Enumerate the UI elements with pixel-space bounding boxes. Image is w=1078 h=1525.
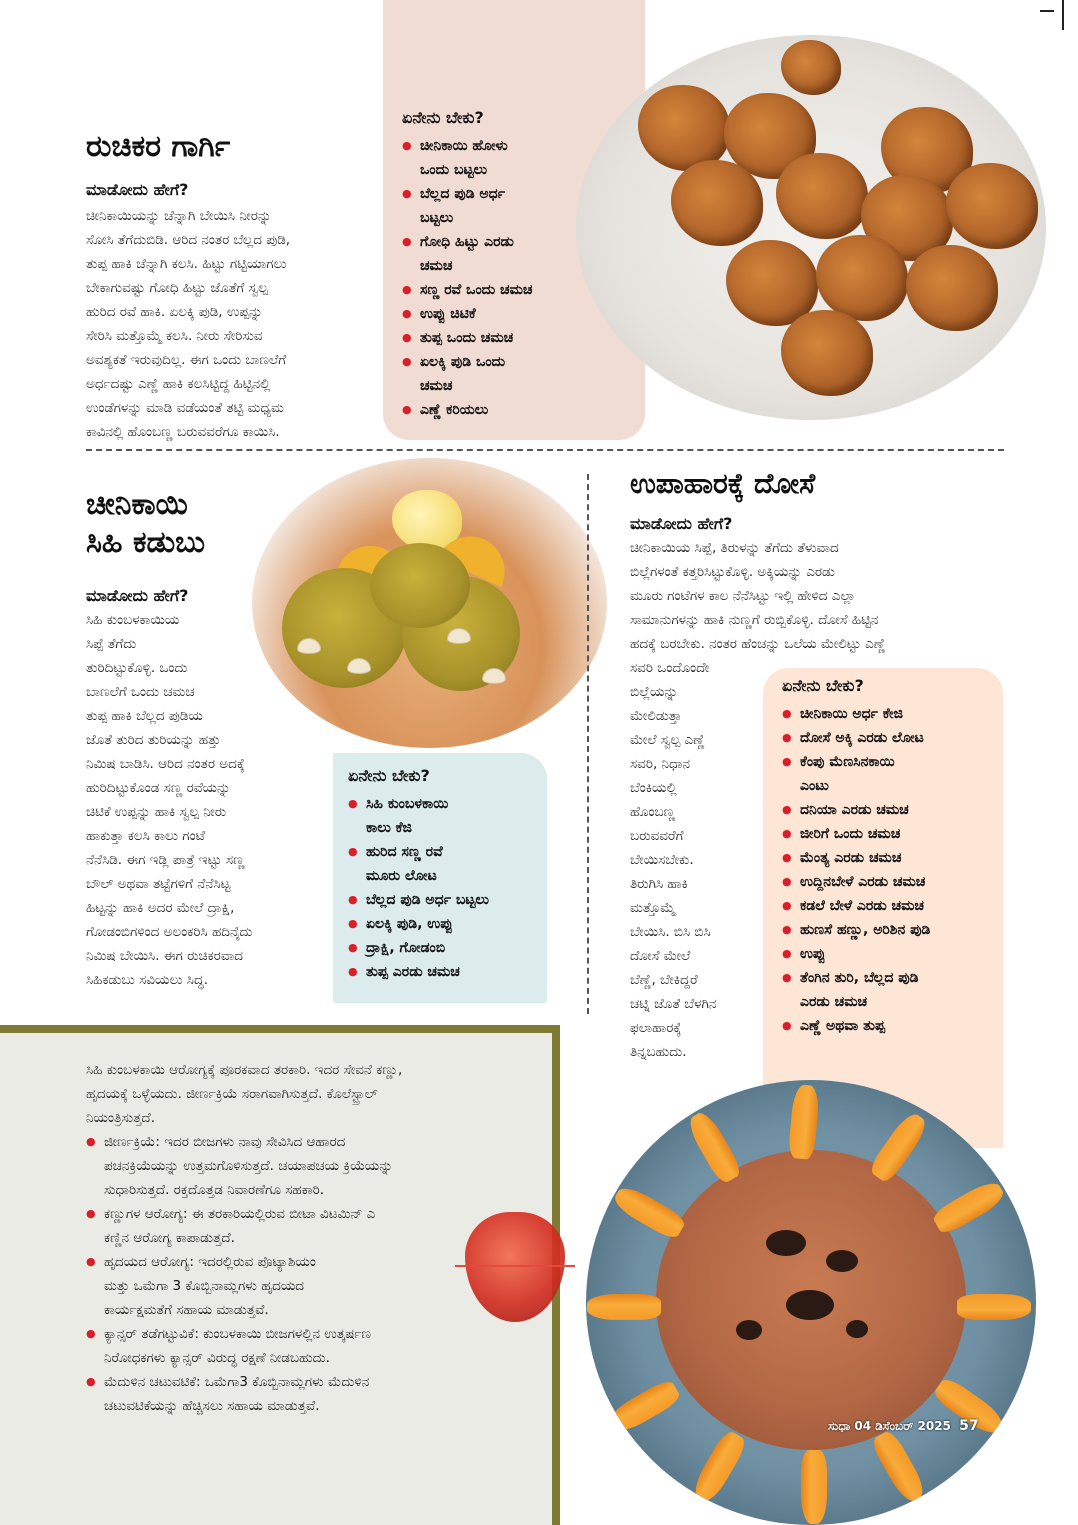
method-heading-garge: ಮಾಡೋದು ಹೇಗೆ? <box>86 180 189 199</box>
list-item: ● ದನಿಯಾ ಎರಡು ಚಮಚ <box>782 798 997 822</box>
ingredients-box-kadubu <box>348 766 543 984</box>
ingredients-box-dosa <box>782 676 997 1038</box>
method-text-garge: ಚೀನಿಕಾಯಿಯನ್ನು ಚೆನ್ನಾಗಿ ಬೇಯಿಸಿ ನೀರನ್ನು ಸೋಸಿ ತೆಗೆದುಬಿಡಿ. ಆರಿದ ನಂತರ ಬೆಲ್ಲದ ಪುಡಿ, ತುಪ್ಪ ಹಾಕಿ ಚೆನ್ನಾಗಿ ಕಲಸಿ. ಹಿಟ್ಟು ಗಟ್ಟಿಯಾಗಲು ಬೇಕಾಗುವಷ್ಟು ಗೋಧಿ ಹಿಟ್ಟು ಜೊತೆಗೆ ಸ್ವಲ್ಪ ಹುರಿದ ರವೆ ಹಾಕಿ. ಏಲಕ್ಕಿ ಪುಡಿ, ಉಪ್ಪನ್ನು ಸೇರಿಸಿ ಮತ್ತೊಮ್ಮೆ ಕಲಸಿ. ನೀರು ಸೇರಿಸುವ ಅವಶ್ಯಕತೆ ಇರುವುದಿಲ್ಲ. ಈಗ ಒಂದು ಬಾಣಲೆಗೆ ಅರ್ಧದಷ್ಟು ಎಣ್ಣೆ ಹಾಕಿ ಕಲಸಿಟ್ಟಿದ್ದ ಹಿಟ್ಟಿನಲ್ಲಿ ಉಂಡೆಗಳನ್ನು ಮಾಡಿ ವಡೆಯಂತೆ ತಟ್ಟಿ ಮಧ್ಯಮ ಕಾವಿನಲ್ಲಿ ಹೊಂಬಣ್ಣ ಬರುವವರೆಗೂ ಕಾಯಿಸಿ. <box>86 208 290 440</box>
fritter <box>671 160 763 246</box>
pumpkin-slice <box>957 1294 1031 1320</box>
pumpkin-slice <box>610 1182 687 1242</box>
kadubu-photo <box>252 458 607 748</box>
list-item: ● ಸಣ್ಣ ರವೆ ಒಂದು ಚಮಚ <box>402 278 632 302</box>
cashew <box>347 658 371 674</box>
burnt-spot <box>786 1290 834 1320</box>
pumpkin-slice <box>689 1428 749 1505</box>
page-number: 57 <box>959 1418 979 1434</box>
recipe-title-kadubu <box>86 486 205 561</box>
pumpkin-slice <box>587 1294 661 1320</box>
pumpkin-slice <box>801 1450 827 1524</box>
method-text-dosa: ಚೀನಿಕಾಯಿಯ ಸಿಪ್ಪೆ, ತಿರುಳನ್ನು ತೆಗೆದು ತೆಳುವಾದ ಬಿಲ್ಲೆಗಳಂತೆ ಕತ್ತರಿಸಿಟ್ಟುಕೊಳ್ಳಿ. ಅಕ್ಕಿಯನ್ನು ಎರಡು ಮೂರು ಗಂಟೆಗಳ ಕಾಲ ನೆನೆಸಿಟ್ಟು ಇಲ್ಲಿ ಹೇಳಿದ ಎಲ್ಲಾ ಸಾಮಾನುಗಳನ್ನು ಹಾಕಿ ನುಣ್ಣಗೆ ರುಬ್ಬಿಕೊಳ್ಳಿ. ದೋಸೆ ಹಿಟ್ಟಿನ ಹದಕ್ಕೆ ಬರಬೇಕು. ನಂತರ ಹೆಂಚನ್ನು ಒಲೆಯ ಮೇಲಿಟ್ಟು ಎಣ್ಣೆ <box>630 540 886 652</box>
list-item: ● ಬೆಲ್ಲದ ಪುಡಿ ಅರ್ಧ ಬಟ್ಟಲು <box>402 182 632 230</box>
list-item: ● ದ್ರಾಕ್ಷಿ, ಗೋಡಂಬಿ <box>348 936 543 960</box>
list-item: ● ಜೀರಿಗೆ ಒಂದು ಚಮಚ <box>782 822 997 846</box>
list-item: ● ಜೀರ್ಣಕ್ರಿಯೆ: ಇದರ ಬೀಜಗಳು ನಾವು ಸೇವಿಸಿದ ಆಹಾರದ ಪಚನಕ್ರಿಯೆಯನ್ನು ಉತ್ತಮಗೊಳಿಸುತ್ತದೆ. ಚಯಾಪಚಯ ಕ್ರಿಯೆಯನ್ನು ಸುಧಾರಿಸುತ್ತದೆ. ರಕ್ತದೊತ್ತಡ ನಿವಾರಣೆಗೂ ಸಹಕಾರಿ. <box>86 1130 546 1202</box>
list-item: ● ದೋಸೆ ಅಕ್ಕಿ ಎರಡು ಲೋಟ <box>782 726 997 750</box>
pumpkin-slice <box>930 1177 1007 1237</box>
fritter <box>906 245 998 331</box>
burnt-spot <box>736 1320 762 1340</box>
recipe-title-line: ಚೀನಿಕಾಯಿ <box>86 487 188 522</box>
cashew <box>297 638 321 654</box>
issue-date: ಸುಧಾ 04 ಡಿಸೆಂಬರ್ 2025 <box>828 1419 951 1433</box>
pumpkin-slice <box>684 1108 744 1185</box>
list-item: ● ತುಪ್ಪ ಒಂದು ಚಮಚ <box>402 326 632 350</box>
method-text-kadubu: ಸಿಹಿ ಕುಂಬಳಕಾಯಿಯ ಸಿಪ್ಪೆ ತೆಗೆದು ತುರಿದಿಟ್ಟುಕೊಳ್ಳಿ. ಒಂದು ಬಾಣಲೆಗೆ ಒಂದು ಚಮಚ ತುಪ್ಪ ಹಾಕಿ ಬೆಲ್ಲದ ಪುಡಿಯ ಜೊತೆ ತುರಿದ ತುರಿಯನ್ನು ಹತ್ತು ನಿಮಿಷ ಬಾಡಿಸಿ. ಆರಿದ ನಂತರ ಅದಕ್ಕೆ ಹುರಿದಿಟ್ಟುಕೊಂಡ ಸಣ್ಣ ರವೆಯನ್ನು ಚಿಟಿಕೆ ಉಪ್ಪನ್ನು ಹಾಕಿ ಸ್ವಲ್ಪ ನೀರು ಹಾಕುತ್ತಾ ಕಲಸಿ ಕಾಲು ಗಂಟೆ ನೆನೆಸಿಡಿ. ಈಗ ಇಡ್ಲಿ ಪಾತ್ರೆ ಇಟ್ಟು ಸಣ್ಣ ಬೌಲ್ ಅಥವಾ ತಟ್ಟೆಗಳಿಗೆ ನೆನೆಸಿಟ್ಟ ಹಿಟ್ಟನ್ನು ಹಾಕಿ ಅದರ ಮೇಲೆ ದ್ರಾಕ್ಷಿ, ಗೋಡಂಬಿಗಳಿಂದ ಅಲಂಕರಿಸಿ ಹದಿನೈದು ನಿಮಿಷ ಬೇಯಿಸಿ. ಈಗ ರುಚಿಕರವಾದ ಸಿಹಿಕಡುಬು ಸವಿಯಲು ಸಿದ್ಧ. <box>86 612 253 988</box>
list-item: ● ಉದ್ದಿನಬೇಳೆ ಎರಡು ಚಮಚ <box>782 870 997 894</box>
list-item: ● ಚೀನಿಕಾಯಿ ಹೋಳು ಒಂದು ಬಟ್ಟಲು <box>402 134 632 182</box>
cashew <box>482 668 506 684</box>
list-item: ● ಗೋಧಿ ಹಿಟ್ಟು ಎರಡು ಚಮಚ <box>402 230 632 278</box>
list-item: ● ಎಣ್ಣೆ ಕರಿಯಲು <box>402 398 632 422</box>
recipe-title-line: ಸಿಹಿ ಕಡುಬು <box>86 524 205 560</box>
recipe-title-dosa: ಉಪಾಹಾರಕ್ಕೆ ದೋಸೆ <box>630 467 816 500</box>
kadubu <box>370 543 470 628</box>
pumpkin-slice <box>869 1428 929 1505</box>
list-item: ● ಚೀನಿಕಾಯಿ ಅರ್ಧ ಕೇಜಿ <box>782 702 997 726</box>
ingredients-heading-dosa: ಏನೇನು ಬೇಕು? <box>782 676 864 695</box>
recipe-title-garge: ರುಚಿಕರ ಗಾರ್ಗಿ <box>86 129 231 164</box>
list-item: ● ಏಲಕ್ಕಿ ಪುಡಿ, ಉಪ್ಪು <box>348 912 543 936</box>
fritter <box>781 310 873 396</box>
ingredients-list-kadubu <box>348 792 543 984</box>
list-item: ● ಉಪ್ಪು <box>782 942 997 966</box>
list-item: ● ಹುಣಸೆ ಹಣ್ಣು, ಅರಿಶಿನ ಪುಡಿ <box>782 918 997 942</box>
list-item: ● ಮೆಂತ್ಯ ಎರಡು ಚಮಚ <box>782 846 997 870</box>
list-item: ● ತುಪ್ಪ ಎರಡು ಚಮಚ <box>348 960 543 984</box>
crop-mark <box>1062 0 1064 30</box>
list-item: ● ಕೆಂಪು ಮೆಣಸಿನಕಾಯಿ ಎಂಟು <box>782 750 997 798</box>
list-item: ● ಉಪ್ಪು ಚಿಟಿಕೆ <box>402 302 632 326</box>
list-item: ● ಕಡಲೆ ಬೇಳೆ ಎರಡು ಚಮಚ <box>782 894 997 918</box>
fritter <box>776 153 868 239</box>
pumpkin-slice <box>605 1377 682 1437</box>
pumpkin-slice <box>788 1084 820 1160</box>
cashew <box>447 628 471 644</box>
burnt-spot <box>826 1250 858 1272</box>
method-heading-kadubu: ಮಾಡೋದು ಹೇಗೆ? <box>86 586 189 605</box>
list-item: ● ಮೆದುಳಿನ ಚಟುವಟಿಕೆ: ಒಮೆಗಾ3 ಕೊಬ್ಬಿನಾಮ್ಲಗಳು ಮೆದುಳಿನ ಚಟುವಟಿಕೆಯನ್ನು ಹೆಚ್ಚಿಸಲು ಸಹಾಯ ಮಾಡುತ್ತವೆ. <box>86 1370 546 1418</box>
list-item: ● ಏಲಕ್ಕಿ ಪುಡಿ ಒಂದು ಚಮಚ <box>402 350 632 398</box>
footer <box>828 1418 979 1434</box>
heartbeat-line <box>455 1265 575 1267</box>
list-item: ● ಕಣ್ಣುಗಳ ಆರೋಗ್ಯ: ಈ ತರಕಾರಿಯಲ್ಲಿರುವ ಬೀಟಾ ವಿಟಮಿನ್ ಎ ಕಣ್ಣಿನ ಆರೋಗ್ಯ ಕಾಪಾಡುತ್ತದೆ. <box>86 1202 546 1250</box>
method-text-dosa-continued: ಸವರಿ ಒಂದೊಂದೇ ಬಿಲ್ಲೆಯನ್ನು ಮೇಲಿಡುತ್ತಾ ಮೇಲೆ ಸ್ವಲ್ಪ ಎಣ್ಣೆ ಸವರಿ, ನಿಧಾನ ಬೆಂಕಿಯಲ್ಲಿ ಹೊಂಬಣ್ಣ ಬರುವವರೆಗೆ ಬೇಯಿಸಬೇಕು. ತಿರುಗಿಸಿ ಹಾಕಿ ಮತ್ತೊಮ್ಮೆ ಬೇಯಿಸಿ. ಬಿಸಿ ಬಿಸಿ ದೋಸೆ ಮೇಲೆ ಬೆಣ್ಣೆ, ಬೇಕಿದ್ದರೆ ಚಟ್ನಿ ಜೊತೆ ಬೆಳಗಿನ ಫಲಾಹಾರಕ್ಕೆ ತಿನ್ನಬಹುದು. <box>630 660 717 1060</box>
section-divider <box>86 449 1004 451</box>
ingredients-heading-kadubu: ಏನೇನು ಬೇಕು? <box>348 766 430 785</box>
list-item: ● ತೆಂಗಿನ ತುರಿ, ಬೆಲ್ಲದ ಪುಡಿ ಎರಡು ಚಮಚ <box>782 966 997 1014</box>
ingredients-heading-garge: ಏನೇನು ಬೇಕು? <box>402 108 484 127</box>
pumpkin-slice <box>867 1109 931 1185</box>
list-item: ● ಕ್ಯಾನ್ಸರ್ ತಡೆಗಟ್ಟುವಿಕೆ: ಕುಂಬಳಕಾಯಿ ಬೀಜಗಳಲ್ಲಿನ ಉತ್ಕರ್ಷಣ ನಿರೋಧಕಗಳು ಕ್ಯಾನ್ಸರ್ ವಿರುದ್ಧ ರಕ್ಷಣೆ ನೀಡಬಹುದು. <box>86 1322 546 1370</box>
list-item: ● ಹುರಿದ ಸಣ್ಣ ರವೆ ಮೂರು ಲೋಟ <box>348 840 543 888</box>
list-item: ● ಎಣ್ಣೆ ಅಥವಾ ತುಪ್ಪ <box>782 1014 997 1038</box>
list-item: ● ಸಿಹಿ ಕುಂಬಳಕಾಯಿ ಕಾಲು ಕೆಜಿ <box>348 792 543 840</box>
burnt-spot <box>766 1230 806 1256</box>
method-heading-dosa: ಮಾಡೋದು ಹೇಗೆ? <box>630 514 733 533</box>
health-intro: ಸಿಹಿ ಕುಂಬಳಕಾಯಿ ಆರೋಗ್ಯಕ್ಕೆ ಪೂರಕವಾದ ತರಕಾರಿ. ಇದರ ಸೇವನೆ ಕಣ್ಣು, ಹೃದಯಕ್ಕೆ ಒಳ್ಳೆಯದು. ಜೀರ್ಣಕ್ರಿಯೆ ಸರಾಗವಾಗಿಸುತ್ತದೆ. ಕೊಲೆಸ್ಟ್ರಾಲ್ ನಿಯಂತ್ರಿಸುತ್ತದೆ. <box>86 1062 403 1126</box>
crop-mark <box>1040 10 1054 12</box>
burnt-spot <box>846 1320 868 1338</box>
dosa-photo <box>586 1080 1036 1525</box>
fritter <box>638 85 730 171</box>
fritter <box>816 235 908 321</box>
list-item: ● ಹೃದಯದ ಆರೋಗ್ಯ: ಇದರಲ್ಲಿರುವ ಪೊಟ್ಯಾಶಿಯಂ ಮತ್ತು ಒಮೆಗಾ 3 ಕೊಬ್ಬಿನಾಮ್ಲಗಳು ಹೃದಯದ ಕಾರ್ಯಕ್ಷಮತೆಗೆ ಸಹಾಯ ಮಾಡುತ್ತವೆ. <box>86 1250 546 1322</box>
ingredients-list-dosa <box>782 702 997 1038</box>
column-divider <box>587 474 589 1014</box>
fritter <box>781 40 841 95</box>
fritter <box>946 163 1038 249</box>
list-item: ● ಬೆಲ್ಲದ ಪುಡಿ ಅರ್ಧ ಬಟ್ಟಲು <box>348 888 543 912</box>
fritters-photo <box>576 35 1046 420</box>
